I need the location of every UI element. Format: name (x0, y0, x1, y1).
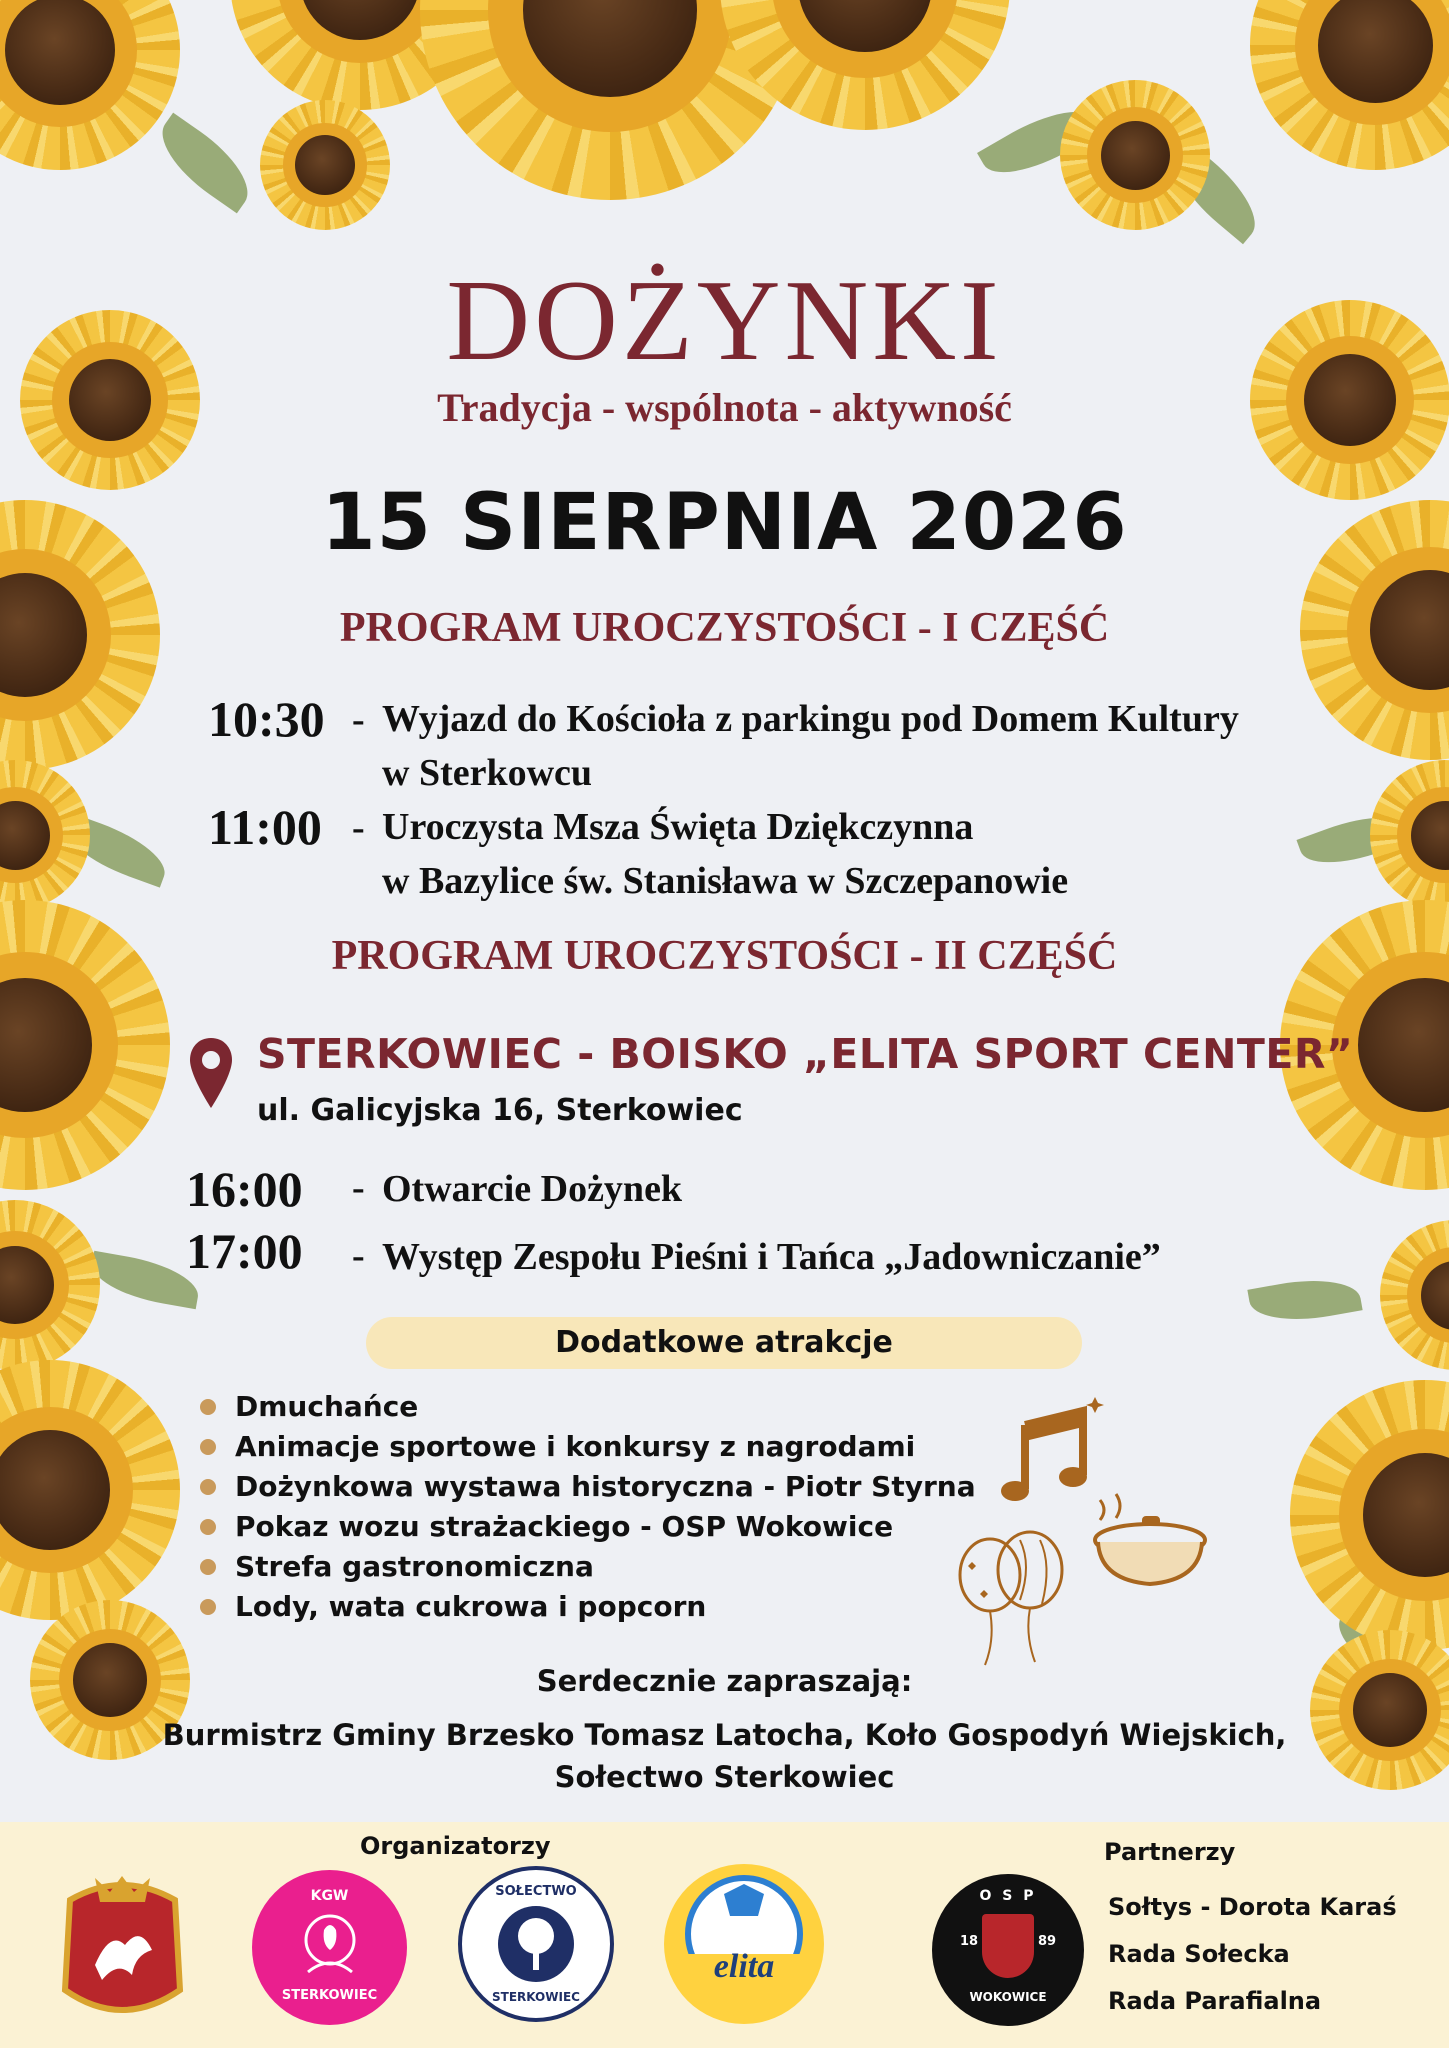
schedule-time: 16:00 (186, 1161, 303, 1217)
coat-of-arms-logo (40, 1870, 205, 2025)
schedule-description-cont: w Sterkowcu (382, 752, 593, 794)
partner-item: Rada Parafialna (1108, 1987, 1322, 2015)
list-item: Animacje sportowe i konkursy z nagrodami (200, 1427, 976, 1467)
list-item: Lody, wata cukrowa i popcorn (200, 1587, 976, 1627)
elita-logo: elita (664, 1864, 824, 2024)
partners-heading: Partnerzy (1104, 1838, 1236, 1866)
invite-line: Burmistrz Gminy Brzesko Tomasz Latocha, Koło Gospodyń Wiejskich, (162, 1718, 1287, 1752)
list-item: Dmuchańce (200, 1387, 976, 1427)
schedule-time: 17:00 (186, 1223, 303, 1279)
event-subtitle: Tradycja - wspólnota - aktywność (437, 385, 1012, 430)
venue-address: ul. Galicyjska 16, Sterkowiec (257, 1093, 743, 1128)
schedule-time: 11:00 (208, 799, 322, 855)
location-pin-icon (188, 1036, 234, 1112)
schedule-description: Uroczysta Msza Święta Dziękczynna (382, 806, 974, 848)
schedule-description-cont: w Bazylice św. Stanisława w Szczepanowie (382, 860, 1069, 902)
osp-wokowice-logo: O S P 18 89 WOKOWICE (932, 1874, 1084, 2026)
pot-icon (1080, 1480, 1220, 1600)
attractions-list (200, 1387, 976, 1627)
attractions-heading: Dodatkowe atrakcje (366, 1317, 1082, 1369)
solectwo-logo: SOŁECTWO STERKOWIEC (458, 1866, 614, 2022)
schedule-description: Występ Zespołu Pieśni i Tańca „Jadowniczanie” (382, 1236, 1161, 1278)
venue-name: STERKOWIEC - BOISKO „ELITA SPORT CENTER” (257, 1030, 1354, 1078)
bullet-icon (200, 1519, 216, 1535)
kgw-logo: KGW STERKOWIEC (252, 1870, 407, 2025)
list-item: Pokaz wozu strażackiego - OSP Wokowice (200, 1507, 976, 1547)
list-item: Dożynkowa wystawa historyczna - Piotr Styrna (200, 1467, 976, 1507)
invite-line: Sołectwo Sterkowiec (554, 1760, 895, 1794)
schedule-time: 10:30 (208, 691, 325, 747)
list-item: Strefa gastronomiczna (200, 1547, 976, 1587)
schedule-dash: - (352, 807, 365, 849)
bullet-icon (200, 1439, 216, 1455)
schedule-description: Otwarcie Dożynek (382, 1168, 683, 1210)
partner-item: Sołtys - Dorota Karaś (1108, 1893, 1397, 1921)
bullet-icon (200, 1399, 216, 1415)
schedule-dash: - (352, 1235, 365, 1277)
part2-heading: PROGRAM UROCZYSTOŚCI - II CZĘŚĆ (331, 933, 1118, 979)
partner-item: Rada Sołecka (1108, 1940, 1290, 1968)
schedule-dash: - (352, 1167, 365, 1209)
bullet-icon (200, 1559, 216, 1575)
bullet-icon (200, 1599, 216, 1615)
bullet-icon (200, 1479, 216, 1495)
schedule-description: Wyjazd do Kościoła z parkingu pod Domem Kultury (382, 698, 1239, 740)
balloons-icon (950, 1530, 1080, 1670)
invite-heading: Serdecznie zapraszają: (536, 1664, 913, 1698)
schedule-dash: - (352, 699, 365, 741)
event-date: 15 SIERPNIA 2026 (321, 478, 1128, 568)
event-title: DOŻYNKI (446, 257, 1003, 385)
organizers-heading: Organizatorzy (360, 1832, 551, 1860)
part1-heading: PROGRAM UROCZYSTOŚCI - I CZĘŚĆ (339, 605, 1110, 651)
